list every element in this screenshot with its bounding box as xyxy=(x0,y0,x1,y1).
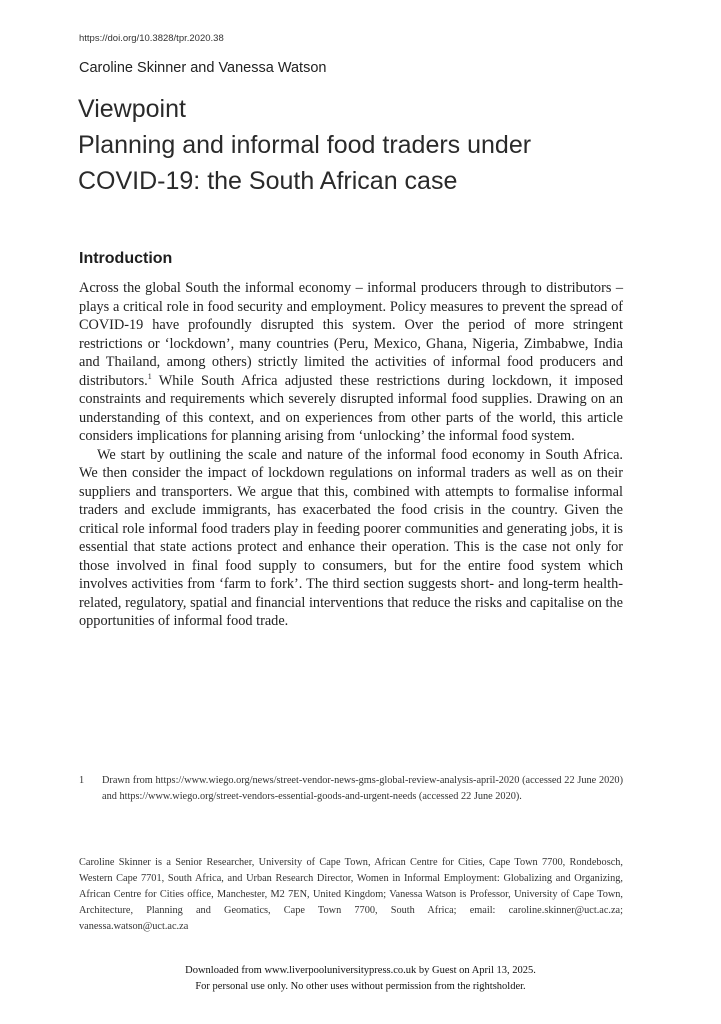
paragraph-2: We start by outlining the scale and nature of the informal food economy in South Africa. We then consider the impact of lockdown regulations on informal traders as well as on their suppliers and transporters. We argue that this, combined with attempts to formalise informal traders and exclude immigrants, has exacerbated the food crisis in the country. Given the critical role informal food traders play in feeding poorer communities and generating jobs, it is essential that state actions protect and enhance their operation. This is the case not only for those involved in final food supply to consumers, but for the entire food system which involves activities from ‘farm to fork’. The third section suggests short- and long-term health-related, regulatory, spatial and financial interventions that reduce the risks and capitalise on the opportunities of informal food trade. xyxy=(79,446,623,629)
title-line-3: COVID-19: the South African case xyxy=(78,167,458,195)
footnote-number: 1 xyxy=(79,775,85,786)
body-text xyxy=(79,279,623,631)
footnote xyxy=(79,773,623,805)
download-notice-line-1: Downloaded from www.liverpooluniversitypress.co.uk by Guest on April 13, 2025. xyxy=(185,965,536,976)
footnote-marker[interactable]: 1 xyxy=(147,371,152,381)
paragraph-1-text-a: Across the global South the informal economy – informal producers through to distributors – plays a critical role in food security and employment. Policy measures to prevent the spread of COVID-19 have profoundly disrupted this system. Over the period of more stringent restrictions or ‘lockdown’, many countries (Peru, Mexico, Ghana, Nigeria, Zimbabwe, India and Thailand, among others) strictly limited the activities of informal food producers and distributors. xyxy=(79,280,623,389)
paragraph-1 xyxy=(79,279,623,446)
doi-link[interactable]: https://doi.org/10.3828/tpr.2020.38 xyxy=(79,33,224,44)
footnote-text: Drawn from https://www.wiego.org/news/street-vendor-news-gms-global-review-analysis-april-2020 (accessed 22 June 2020) and https://www.wiego.org/street-vendors-essential-goods-and-urgent-needs (accessed 22 June 2020). xyxy=(102,775,623,802)
article-title xyxy=(78,91,658,199)
title-line-viewpoint: Viewpoint xyxy=(78,95,186,123)
title-line-2: Planning and informal food traders under xyxy=(78,131,532,159)
paragraph-1-text-b: While South Africa adjusted these restrictions during lockdown, it imposed constraints and requirements which severely disrupted informal food supplies. Drawing on an understanding of this context, and on experiences from other parts of the world, this article considers implications for planning arising from ‘unlocking’ the informal food system. xyxy=(79,372,623,444)
author-names: Caroline Skinner and Vanessa Watson xyxy=(79,60,327,76)
download-notice-line-2: For personal use only. No other uses without permission from the rightsholder. xyxy=(195,981,526,992)
section-heading-introduction: Introduction xyxy=(79,250,173,267)
download-notice xyxy=(0,963,721,995)
author-affiliations: Caroline Skinner is a Senior Researcher, University of Cape Town, African Centre for Cities, Cape Town 7700, Rondebosch, Western Cape 7701, South Africa, and Urban Research Director, Women in Informal Employment: Globalizing and Organizing, African Centre for Cities office, Manchester, M2 7EN, United Kingdom; Vanessa Watson is Professor, University of Cape Town, Architecture, Planning and Geomatics, Cape Town 7700, South Africa; email: caroline.skinner@uct.ac.za; vanessa.watson@uct.ac.za xyxy=(79,857,623,932)
